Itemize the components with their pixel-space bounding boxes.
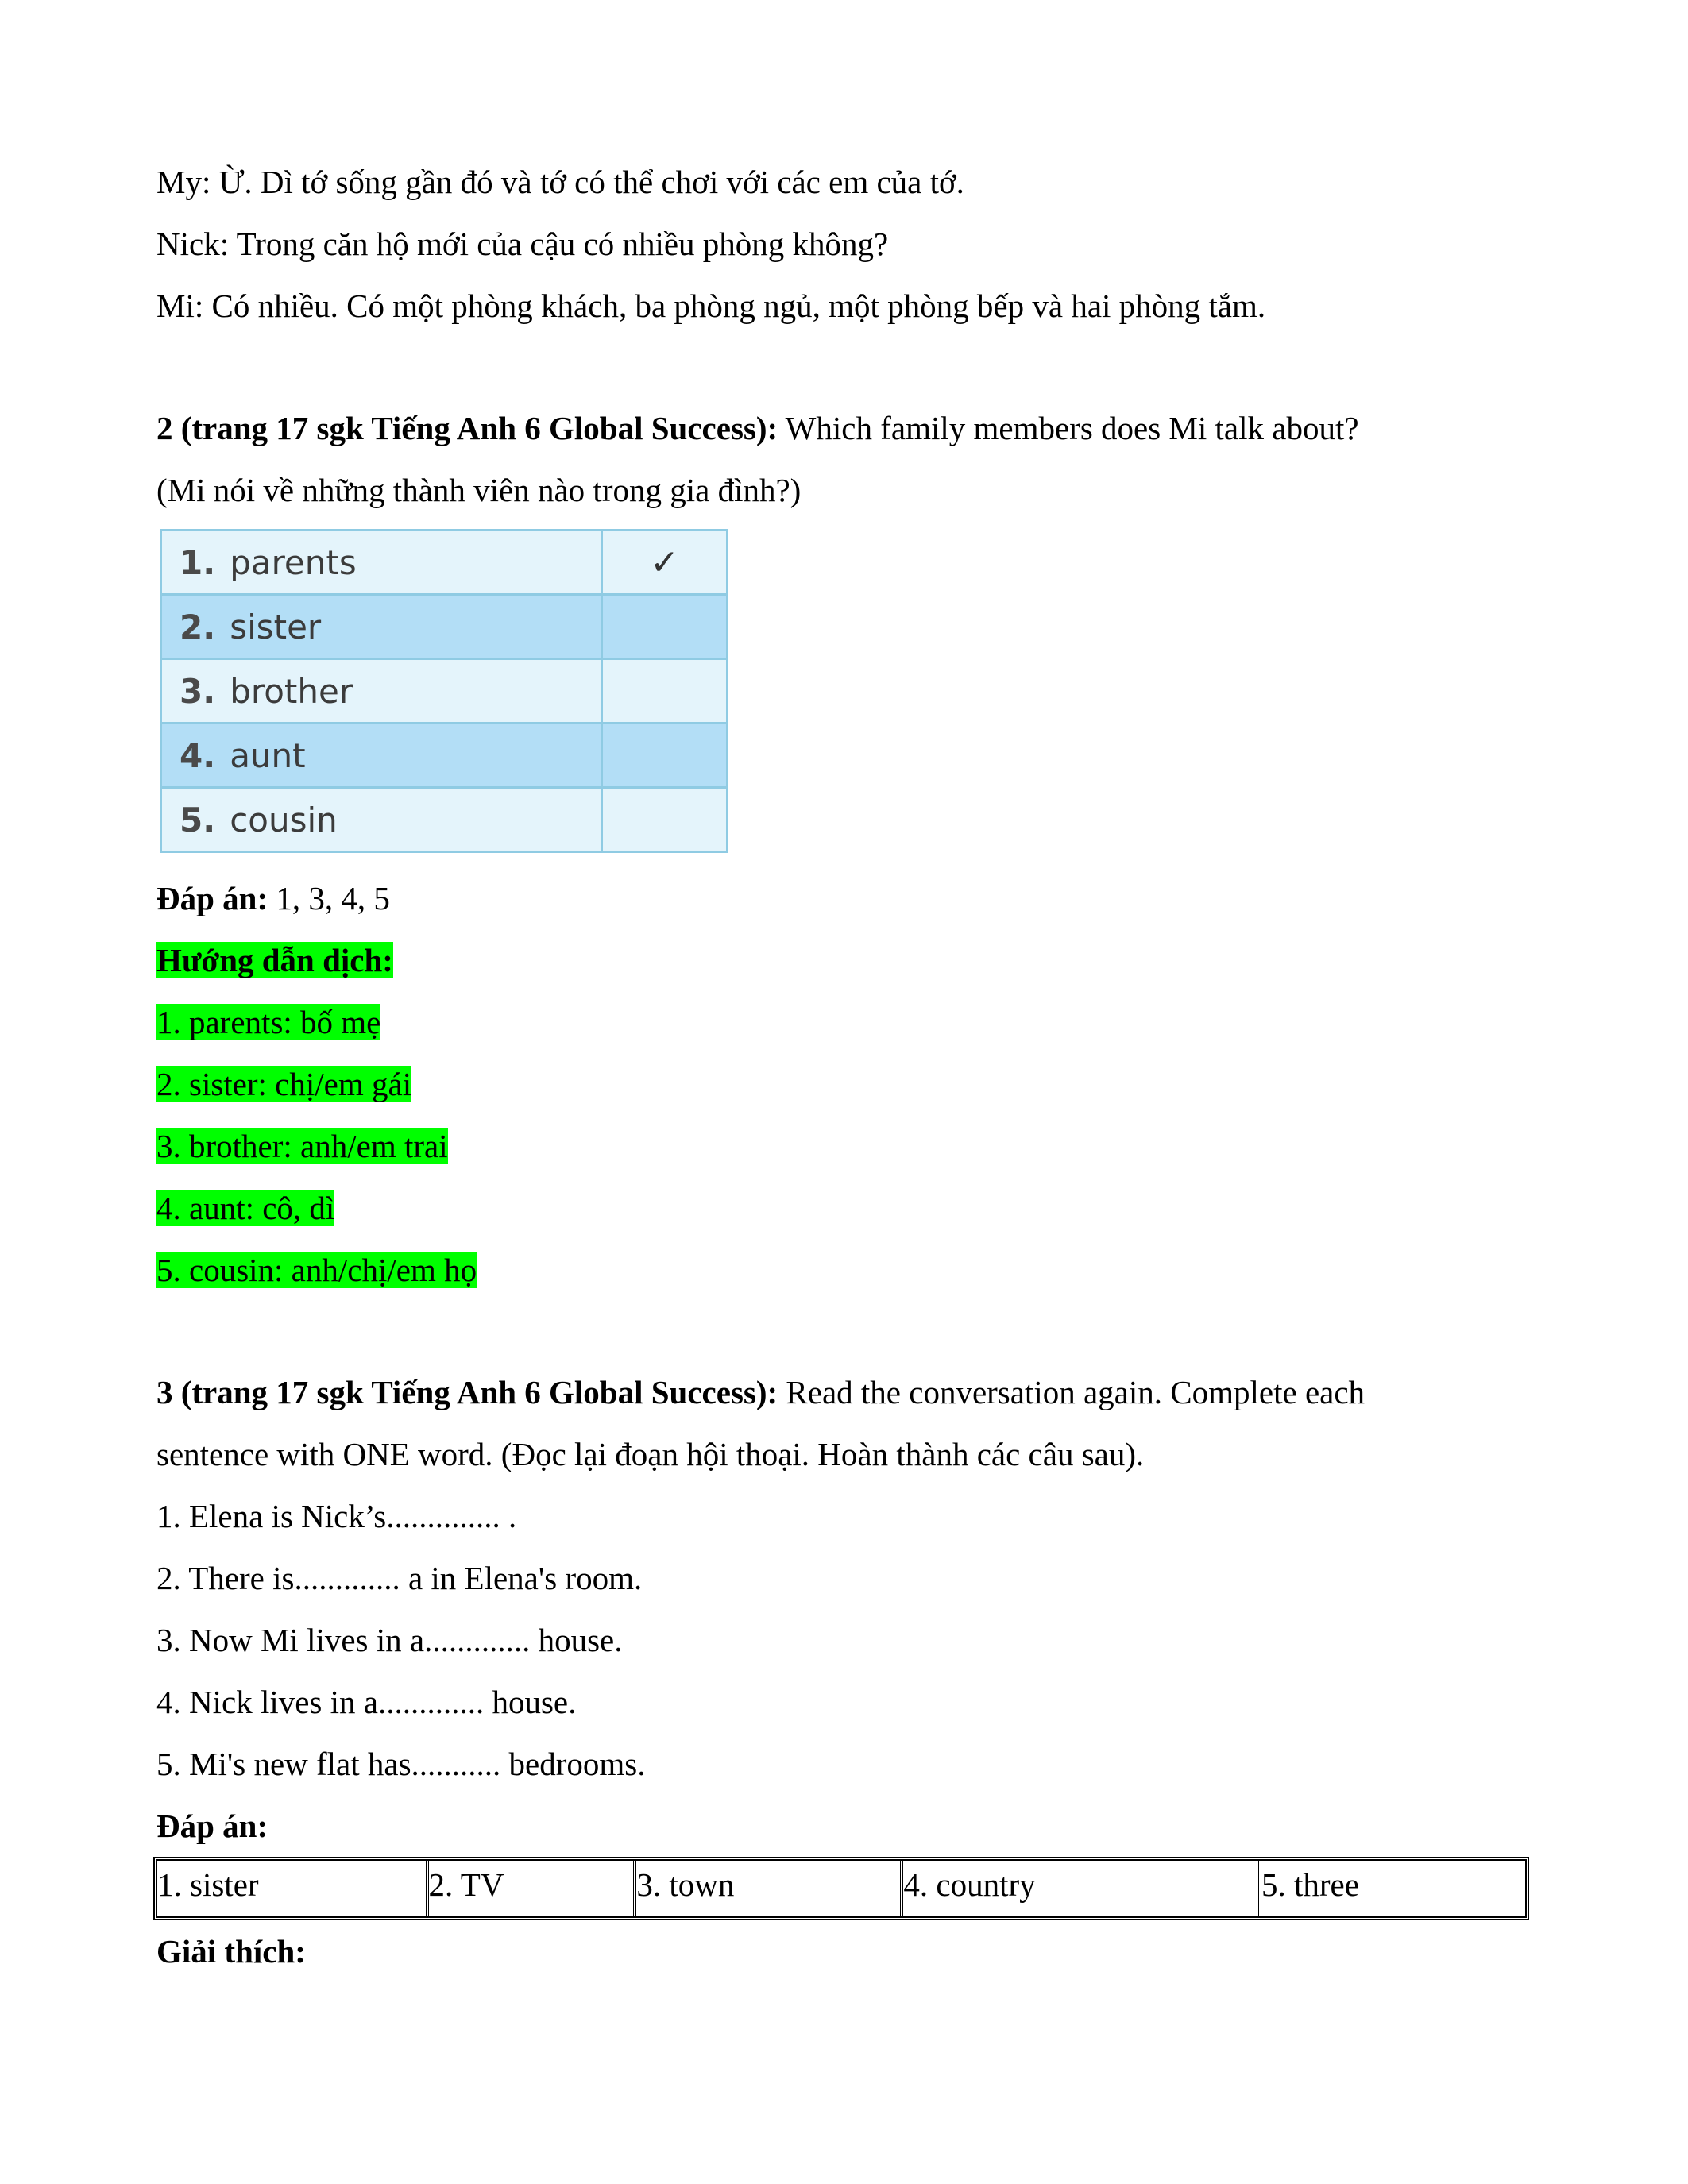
row-number: 1. [180, 542, 216, 582]
answer-cell: 5. three [1258, 1861, 1525, 1916]
row-word: sister [230, 607, 322, 646]
question-2 [156, 397, 1529, 459]
table-row [161, 723, 728, 788]
sentence-item: 5. Mi's new flat has........... bedrooms. [156, 1746, 646, 1782]
check-icon: ✓ [602, 531, 728, 595]
dialogue-line: Nick: Trong căn hộ mới của cậu có nhiều phòng không? [156, 226, 889, 262]
guide-item: 2. sister: chị/em gái [156, 1066, 412, 1102]
row-word: parents [230, 542, 357, 582]
sentence-item: 1. Elena is Nick’s.............. . [156, 1498, 517, 1534]
answer-cell: 2. TV [426, 1861, 634, 1916]
question-2-heading: 2 (trang 17 sgk Tiếng Anh 6 Global Success): [156, 410, 778, 446]
table-row [157, 1861, 1525, 1916]
answer-label: Đáp án: [156, 880, 268, 916]
question-3 [156, 1361, 1529, 1423]
guide-item: 5. cousin: anh/chị/em họ [156, 1252, 477, 1288]
answer-cell: 1. sister [157, 1866, 259, 1903]
row-number: 3. [180, 671, 216, 711]
question-3-text: Read the conversation again. Complete each [778, 1374, 1365, 1410]
answer-cell: 4. country [900, 1861, 1258, 1916]
row-word: aunt [230, 735, 306, 775]
guide-item: 1. parents: bố mẹ [156, 1004, 381, 1040]
sentence-item: 3. Now Mi lives in a............. house. [156, 1622, 623, 1658]
guide-item: 3. brother: anh/em trai [156, 1128, 448, 1164]
sentence-item: 2. There is............. a in Elena's room. [156, 1560, 643, 1596]
question-3-continued: sentence with ONE word. (Đọc lại đoạn hội thoại. Hoàn thành các câu sau). [156, 1436, 1145, 1472]
check-cell [602, 595, 728, 659]
explanation-line [156, 1920, 1529, 1982]
table-row [161, 531, 728, 595]
question-3-heading: 3 (trang 17 sgk Tiếng Anh 6 Global Success): [156, 1374, 778, 1410]
answer-line [156, 1795, 1529, 1857]
guide-title-line [156, 929, 1529, 991]
table-row [161, 595, 728, 659]
family-members-table [160, 529, 728, 853]
check-cell [602, 788, 728, 852]
guide-item: 4. aunt: cô, dì [156, 1190, 335, 1226]
row-number: 5. [180, 800, 216, 839]
answer-line [156, 867, 1529, 929]
document-page [156, 151, 1529, 1982]
row-number: 2. [180, 607, 216, 646]
sentence-item: 4. Nick lives in a............. house. [156, 1684, 577, 1720]
table-row [161, 659, 728, 723]
answers-table [153, 1857, 1529, 1920]
guide-title: Hướng dẫn dịch: [156, 942, 393, 978]
question-2-translation: (Mi nói về những thành viên nào trong gia đình?) [156, 472, 802, 508]
row-word: brother [230, 671, 353, 711]
row-number: 4. [180, 735, 216, 775]
explanation-label: Giải thích: [156, 1933, 306, 1970]
check-cell [602, 723, 728, 788]
answer-value: 1, 3, 4, 5 [268, 880, 390, 916]
row-word: cousin [230, 800, 338, 839]
answer-cell: 3. town [633, 1861, 900, 1916]
table-row [161, 788, 728, 852]
check-cell [602, 659, 728, 723]
dialogue-line: Mi: Có nhiều. Có một phòng khách, ba phòng ngủ, một phòng bếp và hai phòng tắm. [156, 287, 1266, 324]
answer-label: Đáp án: [156, 1808, 268, 1844]
question-2-text: Which family members does Mi talk about? [778, 410, 1359, 446]
dialogue-line: My: Ừ. Dì tớ sống gần đó và tớ có thể chơi với các em của tớ. [156, 164, 964, 200]
